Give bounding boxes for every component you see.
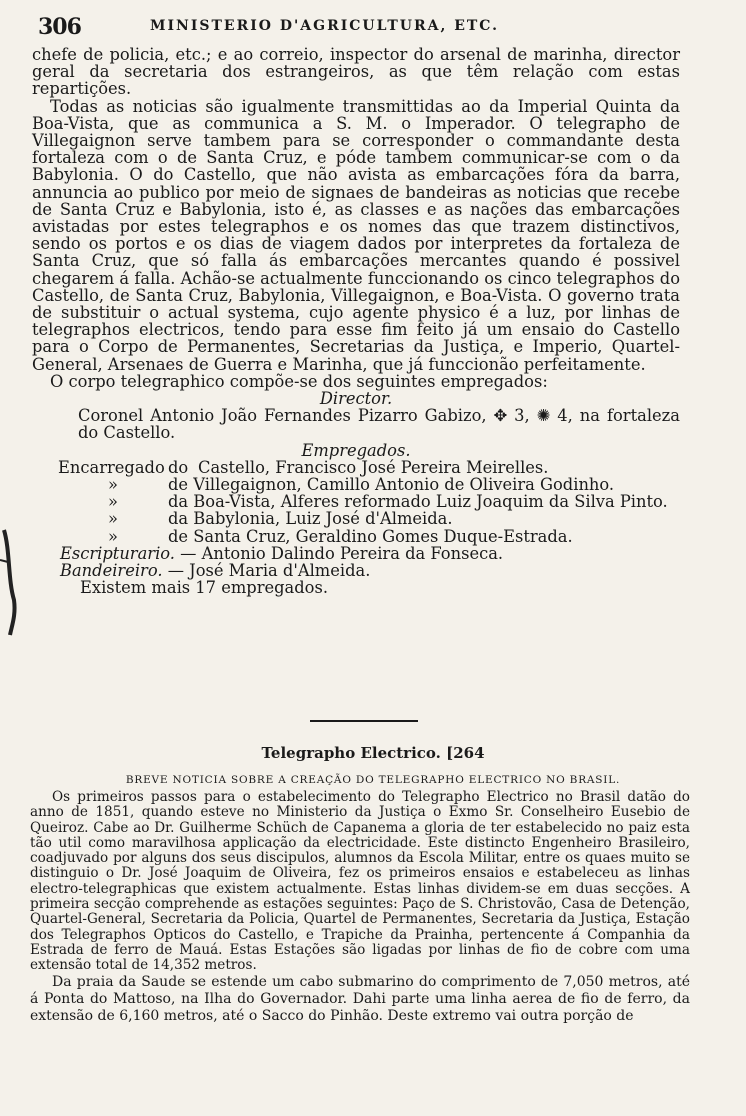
employee-text: de Santa Cruz, Geraldino Gomes Duque-Estrada. <box>168 526 573 546</box>
bandeireiro-entry <box>32 562 680 579</box>
employee-text: Castello, Francisco José Pereira Meirelles. <box>198 457 549 477</box>
paragraph: O corpo telegraphico compõe-se dos seguintes empregados: <box>50 371 548 391</box>
ditto-mark: » <box>108 492 118 512</box>
paragraph: Todas as noticias são igualmente transmittidas ao da Imperial Quinta da Boa-Vista, que as communica a S. M. o Imperador. O telegrapho de Villegaignon serve tambem para se corresponder o commandante desta fortaleza com o de Santa Cruz, e póde tambem communicar-se com o da Babylonia. O do Castello, que não avista as embarcações fóra da barra, annuncia ao publico por meio de signaes de bandeiras as noticias que recebe de Santa Cruz e Babylonia, isto é, as classes e as nações das embarcações avistadas por estes telegraphos e os nomes das que trazem distinctivos, sendo os portos e os dias de viagem dados por interpretes da fortaleza de Santa Cruz, que só falla ás embarcações mercantes quando é possivel chegarem á falla. Achão-se actualmente funccionando os cinco telegraphos do Castello, de Santa Cruz, Babylonia, Villegaignon, e Boa-Vista. O governo trata de substituir o actual systema, cujo agente physico é a luz, por linhas de telegraphos electricos, tendo para esse fim feito já um ensaio do Castello para o Corpo de Permanentes, Secretarias da Justiça, e Imperio, Quartel-General, Arsenaes de Guerra e Marinha, que já funccionão perfeitamente. <box>32 96 680 374</box>
order-cross-number: 3, <box>514 406 530 426</box>
director-entry <box>32 407 680 441</box>
order-cross-icon: ✥ <box>493 406 508 426</box>
section-separator <box>310 720 418 722</box>
employee-text: da Boa-Vista, Alferes reformado Luiz Joaquim da Silva Pinto. <box>168 492 668 512</box>
bandeireiro-label: Bandeireiro. <box>60 561 163 581</box>
paragraph: Da praia da Saude se estende um cabo submarino do comprimento de 7,050 metros, até á Ponta do Mattoso, na Ilha do Governador. Dahi parte uma linha aerea de fio de ferro, da extensão de 6,160 metros, até o Sacco do Pinhão. Deste extremo vai outra porção de <box>30 973 690 1024</box>
employee-row <box>32 459 680 476</box>
employee-row <box>32 476 680 493</box>
employee-text: da Babylonia, Luiz José d'Almeida. <box>168 509 453 529</box>
employee-label: Encarregado <box>58 457 165 477</box>
employee-text: de Villegaignon, Camillo Antonio de Oliveira Godinho. <box>168 475 615 495</box>
scan-edge-mark <box>0 520 26 640</box>
section-electric-telegraph <box>30 790 690 1025</box>
page-number: 306 <box>38 14 81 40</box>
section-optical-telegraph <box>32 46 680 597</box>
ditto-mark: » <box>108 475 118 495</box>
order-rose-icon: ✺ <box>536 406 551 426</box>
employee-mark: do <box>168 457 189 477</box>
section-title: Telegrapho Electrico. [264 <box>261 744 485 762</box>
director-name: Coronel Antonio João Fernandes Pizarro Gabizo, <box>78 406 487 426</box>
ditto-mark: » <box>108 509 118 529</box>
employee-row <box>32 510 680 527</box>
paragraph: Os primeiros passos para o estabelecimento do Telegrapho Electrico no Brasil datão do anno de 1851, quando esteve no Ministerio da Justiça o Exmo Sr. Conselheiro Eusebio de Queiroz. Cabe ao Dr. Guilherme Schüch de Capanema a gloria de ter estabelecido no paiz esta tão util como maravilhosa applicação da electricidade. Este distincto Engenheiro Brasileiro, coadjuvado por alguns dos seus discipulos, alumnos da Escola Militar, entre os quaes muito se distinguio o Dr. José Joaquim de Oliveira, fez os primeiros ensaios e estabeleceu as linhas electro-telegraphicas que existem actualmente. Estas linhas dividem-se em duas secções. A primeira secção comprehende as estações seguintes: Paço de S. Christovão, Casa de Detenção, Quartel-General, Secretaria da Policia, Quartel de Permanentes, Secretaria da Justiça, Estação dos Telegraphos Opticos do Castello, e Trapiche da Prainha, pertencente á Companhia da Estrada de ferro de Mauá. Estas Estações são ligadas por linhas de fio de cobre com uma extensão total de 14,352 metros. <box>30 789 690 974</box>
employees-heading: Empregados. <box>301 440 411 460</box>
closing-line: Existem mais 17 empregados. <box>80 578 328 598</box>
page-header <box>0 14 746 40</box>
paragraph: chefe de policia, etc.; e ao correio, inspector do arsenal de marinha, director geral da secretaria dos estrangeiros, as que têm relação com estas repartições. <box>32 45 680 99</box>
order-rose-number: 4, <box>557 406 573 426</box>
escripturario-name: — Antonio Dalindo Pereira da Fonseca. <box>180 543 504 563</box>
ditto-mark: » <box>108 526 118 546</box>
escripturario-entry <box>32 545 680 562</box>
director-heading: Director. <box>319 389 393 409</box>
employee-list <box>32 459 680 545</box>
bandeireiro-name: — José Maria d'Almeida. <box>167 561 371 581</box>
running-head: MINISTERIO D'AGRICULTURA, ETC. <box>150 18 500 34</box>
escripturario-label: Escripturario. <box>60 543 175 563</box>
employee-row <box>32 493 680 510</box>
employee-row <box>32 528 680 545</box>
director-location: na fortaleza do Castello. <box>78 406 680 443</box>
section-subtitle: BREVE NOTICIA SOBRE A CREAÇÃO DO TELEGRAPHO ELECTRICO NO BRASIL. <box>125 774 621 786</box>
